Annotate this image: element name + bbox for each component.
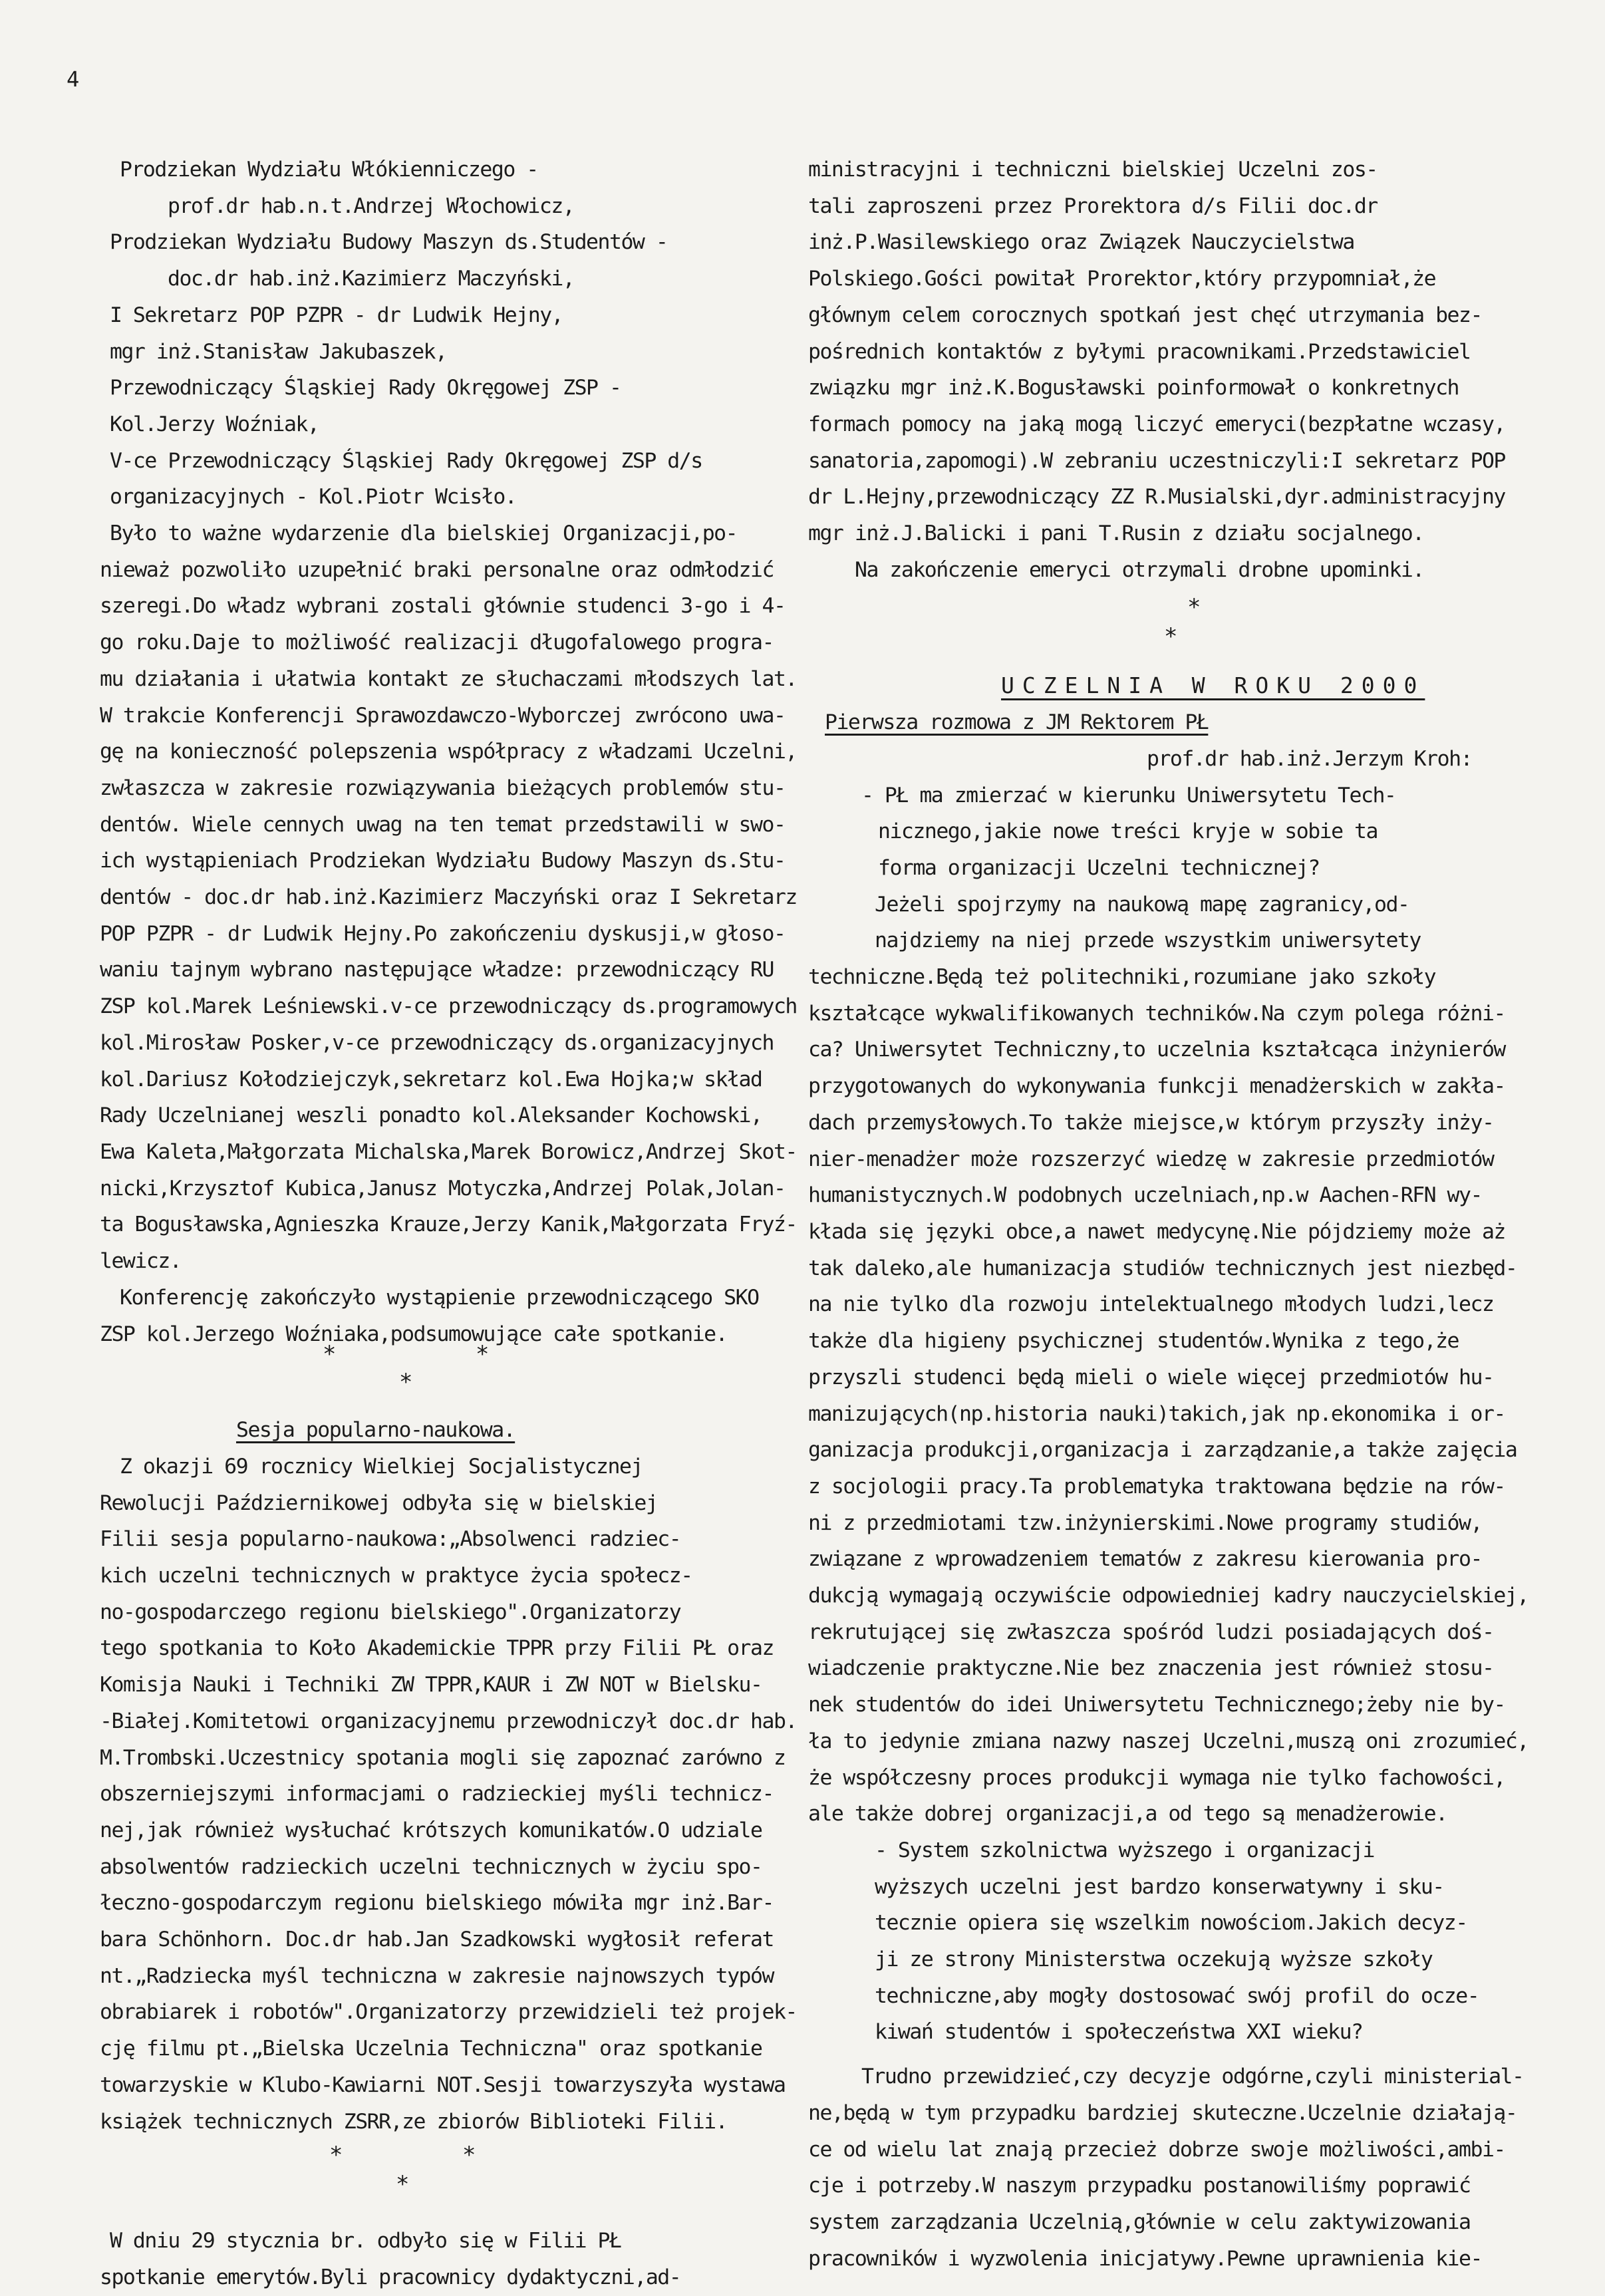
text-line: Prodziekan Wydziału Włókienniczego -	[120, 158, 538, 182]
asterisk: *	[1187, 594, 1200, 621]
text-line: nek studentów do idei Uniwersytetu Technicznego;żeby nie by-	[808, 1693, 1505, 1717]
right-column	[808, 152, 1529, 2277]
text-line: W trakcie Konferencji Sprawozdawczo-Wyborczej zwrócono uwa-	[100, 703, 786, 728]
text-line: - System szkolnictwa wyższego i organizacji	[875, 1838, 1374, 1862]
text-line: tecznie opiera się wszelkim nowościom.Jakich decyz-	[875, 1911, 1467, 1936]
asterisk: *	[476, 1341, 488, 1368]
text-line: kłada się języki obce,a nawet medycynę.Nie pójdziemy może aż	[808, 1219, 1505, 1244]
text-line: techniczne,aby mogły dostosować swój profil do ocze-	[875, 1983, 1479, 2008]
text-line: forma organizacji Uczelni technicznej?	[878, 855, 1320, 880]
text-line: obszerniejszymi informacjami o radzieckiej myśli technicz-	[100, 1782, 774, 1806]
asterisk: *	[396, 2171, 408, 2198]
page-number: 4	[67, 67, 80, 92]
text-line: ła to jedynie zmiana nazwy naszej Uczelni,muszą oni zrozumieć,	[808, 1729, 1529, 1753]
text-line: absolwentów radzieckich uczelni technicznych w życiu spo-	[100, 1854, 762, 1879]
text-line: Ewa Kaleta,Małgorzata Michalska,Marek Borowicz,Andrzej Skot-	[100, 1139, 797, 1164]
text-line: ZSP kol.Marek Leśniewski.v-ce przewodniczący ds.programowych	[100, 994, 797, 1019]
text-line: kol.Mirosław Posker,v-ce przewodniczący ds.organizacyjnych	[100, 1030, 774, 1055]
text-line: Na zakończenie emeryci otrzymali drobne upominki.	[855, 557, 1424, 582]
text-line: dentów - doc.dr hab.inż.Kazimierz Maczyński oraz I Sekretarz	[100, 885, 797, 910]
left-column	[100, 152, 797, 2296]
text-line: tak daleko,ale humanizacja studiów technicznych jest niezbęd-	[808, 1256, 1517, 1280]
text-line: no-gospodarczego regionu bielskiego".Organizatorzy	[100, 1600, 681, 1624]
text-line: Kol.Jerzy Woźniak,	[110, 412, 319, 436]
text-line: wiadczenie praktyczne.Nie bez znaczenia jest również stosu-	[808, 1656, 1494, 1681]
asterisk: *	[329, 2142, 342, 2169]
asterisk: *	[399, 1369, 412, 1396]
text-line: mgr inż.J.Balicki i pani T.Rusin z działu socjalnego.	[808, 521, 1424, 546]
text-line: sanatoria,zapomogi).W zebraniu uczestniczyli:I sekretarz POP	[808, 448, 1505, 473]
text-line: spotkanie emerytów.Byli pracownicy dydaktyczni,ad-	[100, 2265, 681, 2289]
text-line: Polskiego.Gości powitał Prorektor,który przypomniał,że	[808, 267, 1436, 291]
text-line: Trudno przewidzieć,czy decyzje odgórne,czyli ministerial-	[861, 2065, 1524, 2089]
question-2	[808, 1832, 1480, 2051]
asterisk: *	[1164, 623, 1177, 650]
text-line: cję filmu pt.„Bielska Uczelnia Techniczna" oraz spotkanie	[100, 2037, 762, 2061]
text-line: waniu tajnym wybrano następujące władze: przewodniczący RU	[100, 958, 774, 982]
text-line: mgr inż.Stanisław Jakubaszek,	[110, 339, 447, 364]
text-line: dukcją wymagają oczywiście odpowiedniej kadry nauczycielskiej,	[808, 1584, 1529, 1608]
text-line: obrabiarek i robotów".Organizatorzy przewidzieli też projek-	[100, 2000, 797, 2025]
text-line: lewicz.	[100, 1249, 182, 1274]
text-line: ni z przedmiotami tzw.inżynierskimi.Nowe programy studiów,	[808, 1510, 1482, 1535]
text-line: przyszli studenci będą mieli o wiele więcej przedmiotów hu-	[808, 1365, 1494, 1389]
text-line: ji ze strony Ministerstwa oczekują wyższe szkoły	[875, 1947, 1433, 1972]
text-line: Jeżeli spojrzymy na naukową mapę zagranicy,od-	[875, 892, 1409, 917]
text-line: mu działania i ułatwia kontakt ze słuchaczami młodszych lat.	[100, 666, 797, 691]
interview-author: prof.dr hab.inż.Jerzym Kroh:	[1146, 746, 1472, 771]
text-line: prof.dr hab.n.t.Andrzej Włochowicz,	[168, 194, 575, 218]
paragraph-retirees-cont	[808, 152, 1505, 588]
paragraph-delegation	[100, 152, 797, 1352]
text-line: go roku.Daje to możliwość realizacji długofalowego progra-	[100, 631, 774, 655]
text-line: z socjologii pracy.Ta problematyka traktowana będzie na rów-	[808, 1474, 1505, 1499]
text-line: inż.P.Wasilewskiego oraz Związek Nauczycielstwa	[808, 230, 1354, 255]
text-line: na nie tylko dla rozwoju intelektualnego młodych ludzi,lecz	[808, 1292, 1494, 1317]
text-line: Rady Uczelnianej weszli ponadto kol.Aleksander Kochowski,	[100, 1103, 762, 1128]
text-line: cje i potrzeby.W naszym przypadku postanowiliśmy poprawić	[808, 2174, 1471, 2198]
paragraph-session	[100, 1449, 797, 2140]
text-line: doc.dr hab.inż.Kazimierz Maczyński,	[168, 267, 575, 291]
text-line: Komisja Nauki i Techniki ZW TPPR,KAUR i ZW NOT w Bielsku-	[100, 1673, 762, 1697]
text-line: wyższych uczelni jest bardzo konserwatywny i sku-	[875, 1874, 1444, 1899]
text-line: Filii sesja popularno-naukowa:„Absolwenci radziec-	[100, 1527, 681, 1552]
text-line: W dniu 29 stycznia br. odbyło się w Filii PŁ	[110, 2229, 621, 2253]
interview-subtitle: Pierwsza rozmowa z JM Rektorem PŁ	[825, 710, 1209, 735]
section-separator	[100, 1341, 765, 1396]
text-line: gę na konieczność polepszenia współpracy z władzami Uczelni,	[100, 740, 797, 764]
text-line: POP PZPR - dr Ludwik Hejny.Po zakończeniu dyskusji,w głoso-	[100, 921, 786, 946]
text-line: system zarządzania Uczelnią,głównie w celu zaktywizowania	[808, 2210, 1471, 2234]
text-line: tego spotkania to Koło Akademickie TPPR przy Filii PŁ oraz	[100, 1636, 774, 1661]
text-line: organizacyjnych - Kol.Piotr Wcisło.	[110, 485, 517, 509]
answer-2	[808, 2059, 1524, 2277]
text-line: łeczno-gospodarczym regionu bielskiego mówiła mgr inż.Bar-	[100, 1891, 774, 1916]
section-separator	[100, 2140, 765, 2198]
text-line: ale także dobrej organizacji,a od tego są menadżerowie.	[808, 1802, 1447, 1826]
text-line: V-ce Przewodniczący Śląskiej Rady Okręgowej ZSP d/s	[110, 448, 702, 473]
text-line: dach przemysłowych.To także miejsce,w którym przyszły inży-	[808, 1110, 1494, 1135]
text-line: nicznego,jakie nowe treści kryje w sobie ta	[878, 819, 1378, 844]
text-line: że współczesny proces produkcji wymaga nie tylko fachowości,	[808, 1765, 1505, 1790]
text-line: techniczne.Będą też politechniki,rozumiane jako szkoły	[808, 965, 1436, 990]
text-line: kol.Dariusz Kołodziejczyk,sekretarz kol.Ewa Hojka;w skład	[100, 1067, 762, 1091]
text-line: przygotowanych do wykonywania funkcji menadżerskich w zakła-	[808, 1074, 1505, 1099]
text-line: nicki,Krzysztof Kubica,Janusz Motyczka,Andrzej Polak,Jolan-	[100, 1176, 786, 1201]
text-line: humanistycznych.W podobnych uczelniach,np.w Aachen-RFN wy-	[808, 1183, 1482, 1208]
text-line: Przewodniczący Śląskiej Rady Okręgowej ZSP -	[110, 376, 621, 400]
text-line: rekrutującej się zwłaszcza spośród ludzi posiadających doś-	[808, 1620, 1494, 1644]
text-line: kształcące wykwalifikowanych techników.Na czym polega różni-	[808, 1001, 1505, 1026]
text-line: -Białej.Komitetowi organizacyjnemu przewodniczył doc.dr hab.	[100, 1709, 797, 1733]
text-line: Z okazji 69 rocznicy Wielkiej Socjalistycznej	[120, 1454, 643, 1479]
text-line: I Sekretarz POP PZPR - dr Ludwik Hejny,	[110, 303, 563, 327]
text-line: głównym celem corocznych spotkań jest chęć utrzymania bez-	[808, 303, 1482, 327]
text-line: związane z wprowadzeniem tematów z zakresu kierowania pro-	[808, 1547, 1482, 1572]
text-line: kich uczelni technicznych w praktyce życia społecz-	[100, 1564, 692, 1588]
text-line: ZSP kol.Jerzego Woźniaka,podsumowujące całe spotkanie.	[100, 1322, 728, 1346]
text-line: bara Schönhorn. Doc.dr hab.Jan Szadkowski wygłosił referat	[100, 1928, 774, 1952]
text-line: Konferencję zakończyło wystąpienie przewodniczącego SKO	[120, 1285, 759, 1310]
asterisk: *	[323, 1341, 335, 1368]
asterisk: *	[462, 2142, 475, 2169]
text-line: także dla higieny psychicznej studentów.Wynika z tego,że	[808, 1329, 1459, 1354]
text-line: kiwań studentów i społeczeństwa XXI wieku?	[875, 2020, 1363, 2045]
text-line: dr L.Hejny,przewodniczący ZZ R.Musialski,dyr.administracyjny	[808, 485, 1505, 509]
question-1	[808, 778, 1480, 887]
text-line: ne,będą w tym przypadku bardziej skuteczne.Uczelnie działają-	[808, 2100, 1517, 2125]
answer-1	[808, 887, 1529, 1832]
text-line: ich wystąpieniach Prodziekan Wydziału Budowy Maszyn ds.Stu-	[100, 849, 786, 873]
text-line: ministracyjni i techniczni bielskiej Uczelni zos-	[808, 158, 1378, 182]
text-line: ce od wielu lat znają przecież dobrze swoje możliwości,ambi-	[808, 2137, 1505, 2162]
text-line: towarzyskie w Klubo-Kawiarni NOT.Sesji towarzyszyła wystawa	[100, 2073, 786, 2097]
text-line: związku mgr inż.K.Bogusławski poinformował o konkretnych	[808, 376, 1459, 400]
text-line: manizujących(np.historia nauki)takich,jak np.ekonomika i or-	[808, 1401, 1505, 1426]
text-line: książek technicznych ZSRR,ze zbiorów Biblioteki Filii.	[100, 2109, 728, 2134]
section-separator	[808, 588, 1480, 650]
text-line: ta Bogusławska,Agnieszka Krauze,Jerzy Kanik,Małgorzata Fryź-	[100, 1213, 797, 1237]
text-line: tali zaproszeni przez Prorektora d/s Filii doc.dr	[808, 194, 1378, 218]
section-title-uczelnia: UCZELNIA W ROKU 2000	[1001, 672, 1425, 699]
text-line: pracowników i wyzwolenia inicjatywy.Pewne uprawnienia kie-	[808, 2246, 1482, 2271]
section-title-sesja: Sesja popularno-naukowa.	[236, 1418, 515, 1443]
text-line: dentów. Wiele cennych uwag na ten temat przedstawili w swo-	[100, 812, 786, 837]
text-line: formach pomocy na jaką mogą liczyć emeryci(bezpłatne wczasy,	[808, 412, 1505, 436]
text-line: - PŁ ma zmierzać w kierunku Uniwersytetu Tech-	[861, 783, 1396, 807]
text-line: szeregi.Do władz wybrani zostali głównie studenci 3-go i 4-	[100, 594, 786, 619]
text-line: zwłaszcza w zakresie rozwiązywania bieżących problemów stu-	[100, 776, 786, 800]
paragraph-retirees	[100, 2223, 765, 2295]
text-line: Było to ważne wydarzenie dla bielskiej Organizacji,po-	[110, 521, 738, 546]
text-line: Prodziekan Wydziału Budowy Maszyn ds.Studentów -	[110, 230, 668, 255]
text-line: nier-menadżer może rozszerzyć wiedzę w zakresie przedmiotów	[808, 1147, 1494, 1171]
text-line: M.Trombski.Uczestnicy spotania mogli się zapoznać zarówno z	[100, 1745, 786, 1770]
text-line: nt.„Radziecka myśl techniczna w zakresie najnowszych typów	[100, 1963, 774, 1988]
text-line: Rewolucji Październikowej odbyła się w bielskiej	[100, 1491, 658, 1515]
text-line: pośrednich kontaktów z byłymi pracownikami.Przedstawiciel	[808, 339, 1471, 364]
text-line: ganizacja produkcji,organizacja i zarządzanie,a także zajęcia	[808, 1438, 1517, 1463]
text-line: ca? Uniwersytet Techniczny,to uczelnia kształcąca inżynierów	[808, 1038, 1505, 1062]
text-line: nieważ pozwoliło uzupełnić braki personalne oraz odmłodzić	[100, 557, 774, 582]
text-line: najdziemy na niej przede wszystkim uniwersytety	[875, 929, 1421, 953]
text-line: nej,jak również wysłuchać krótszych komunikatów.O udziale	[100, 1818, 762, 1842]
